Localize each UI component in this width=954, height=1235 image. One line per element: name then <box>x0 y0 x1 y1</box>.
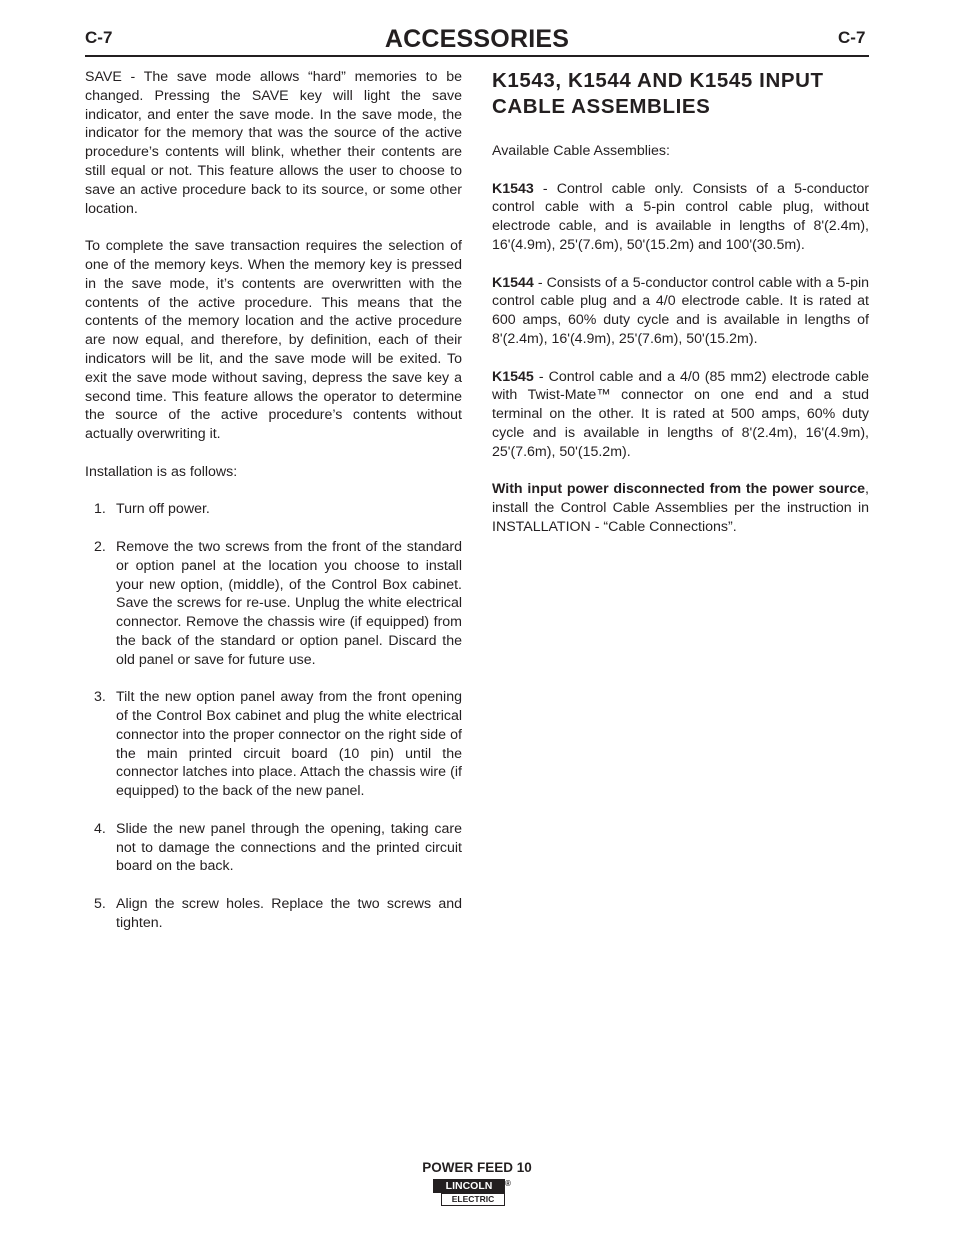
step-number: 3. <box>94 689 106 706</box>
page-title: ACCESSORIES <box>384 25 570 53</box>
step-text: Align the screw holes. Replace the two screws and tighten. <box>116 896 462 931</box>
power-warning-bold: With input power disconnected from the power source <box>492 481 866 498</box>
logo-bottom-text: ELECTRIC <box>441 1193 505 1206</box>
list-item <box>85 500 462 519</box>
right-column <box>492 68 869 556</box>
save-transaction-paragraph: To complete the save transaction requires the selection of one of the memory keys. When the memory key is pressed in the save mode, it’s contents are overwritten with the contents of the active procedure. This means that the contents of the memory location and the active procedure are now equal, and therefore, by definition, each of their indicators will be lit, and the save mode will be exited. To exit the save mode without saving, depress the save key a second time. This feature allows the operator to determine the source of the active procedure’s contents without actually overwriting it. <box>85 238 462 443</box>
available-assemblies-label: Available Cable Assemblies: <box>492 143 670 159</box>
k1545-description: - Control cable and a 4/0 (85 mm2) electrode cable with Twist-Mate™ connector on one end and a stud terminal on the other. It is rated at 500 amps, 60% duty cycle and is available in lengths of 8'(2.4m), 16'(4.9m), 25'(7.6m), 50'(15.2m). <box>492 368 869 460</box>
list-item <box>85 688 462 801</box>
k1544-description: - Consists of a 5-conductor control cable with a 5-pin control cable plug and a 4/0 electrode cable. It is rated at 600 amps, 60% duty cycle and is available in lengths of 8'(2.4m), 16'(4.9m), 25'(7.6m), 50'(15.2m). <box>492 274 869 347</box>
k1543-term: K1543 <box>492 180 534 197</box>
power-warning-paragraph <box>492 480 869 536</box>
installation-steps <box>85 500 462 932</box>
k1544-paragraph <box>492 274 869 349</box>
left-column <box>85 68 462 951</box>
k1545-term: K1545 <box>492 368 534 385</box>
step-number: 5. <box>94 896 106 913</box>
k1544-term: K1544 <box>492 274 534 291</box>
save-mode-paragraph: SAVE - The save mode allows “hard” memories to be changed. Pressing the SAVE key will light the save indicator, and enter the save mode. In the save mode, the indicator for the memory that was the source of the active procedure’s contents will blink, whether their contents are still equal or not. This feature allows the user to choose to save an active procedure back to its source, or some other location. <box>85 69 462 217</box>
list-item <box>85 820 462 876</box>
installation-intro: Installation is as follows: <box>85 463 238 480</box>
list-item <box>85 538 462 670</box>
page-number-left: C-7 <box>85 28 113 47</box>
k1543-paragraph <box>492 180 869 255</box>
step-number: 2. <box>94 538 106 555</box>
step-number: 4. <box>94 820 106 837</box>
step-text: Slide the new panel through the opening, taking care not to damage the connections and the printed circuit board on the back. <box>116 820 462 875</box>
header-rule <box>85 55 869 57</box>
list-item <box>85 895 462 933</box>
section-heading: K1543, K1544 AND K1545 INPUT CABLE ASSEMBLIES <box>492 69 824 118</box>
step-text: Turn off power. <box>116 501 210 518</box>
step-text: Remove the two screws from the front of the standard or option panel at the location you choose to install your new option, (middle), of the Control Box cabinet. Save the screws for re-use. Unplug the white electrical connector. Remove the chassis wire (if equipped) from the back of the standard or option panel. Discard the old panel or save for future use. <box>116 538 462 668</box>
step-text: Tilt the new option panel away from the front opening of the Control Box cabinet and plug the white electrical connector into the proper connector on the right side of the main printed circuit board (10 pin) until the connector latches into place. Attach the chassis wire (if equipped) to the back of the new panel. <box>116 689 462 800</box>
page-number-right: C-7 <box>838 28 866 47</box>
k1545-paragraph <box>492 368 869 462</box>
k1543-description: - Control cable only. Consists of a 5-conductor control cable with a 5-pin control cable plug, without electrode cable, and is available in lengths of 8'(2.4m), 16'(4.9m), 25'(7.6m), 50'(15.2m) and 100'(30.5m). <box>492 180 869 253</box>
power-warning-text: , install the Control Cable Assemblies per the instruction in INSTALLATION - “Cable Connections”. <box>492 481 869 535</box>
step-number: 1. <box>94 501 106 518</box>
footer-product-name: POWER FEED 10 <box>422 1160 532 1175</box>
logo-top-text: LINCOLN <box>433 1179 505 1193</box>
lincoln-electric-logo <box>433 1179 513 1207</box>
registered-mark: ® <box>505 1179 511 1188</box>
